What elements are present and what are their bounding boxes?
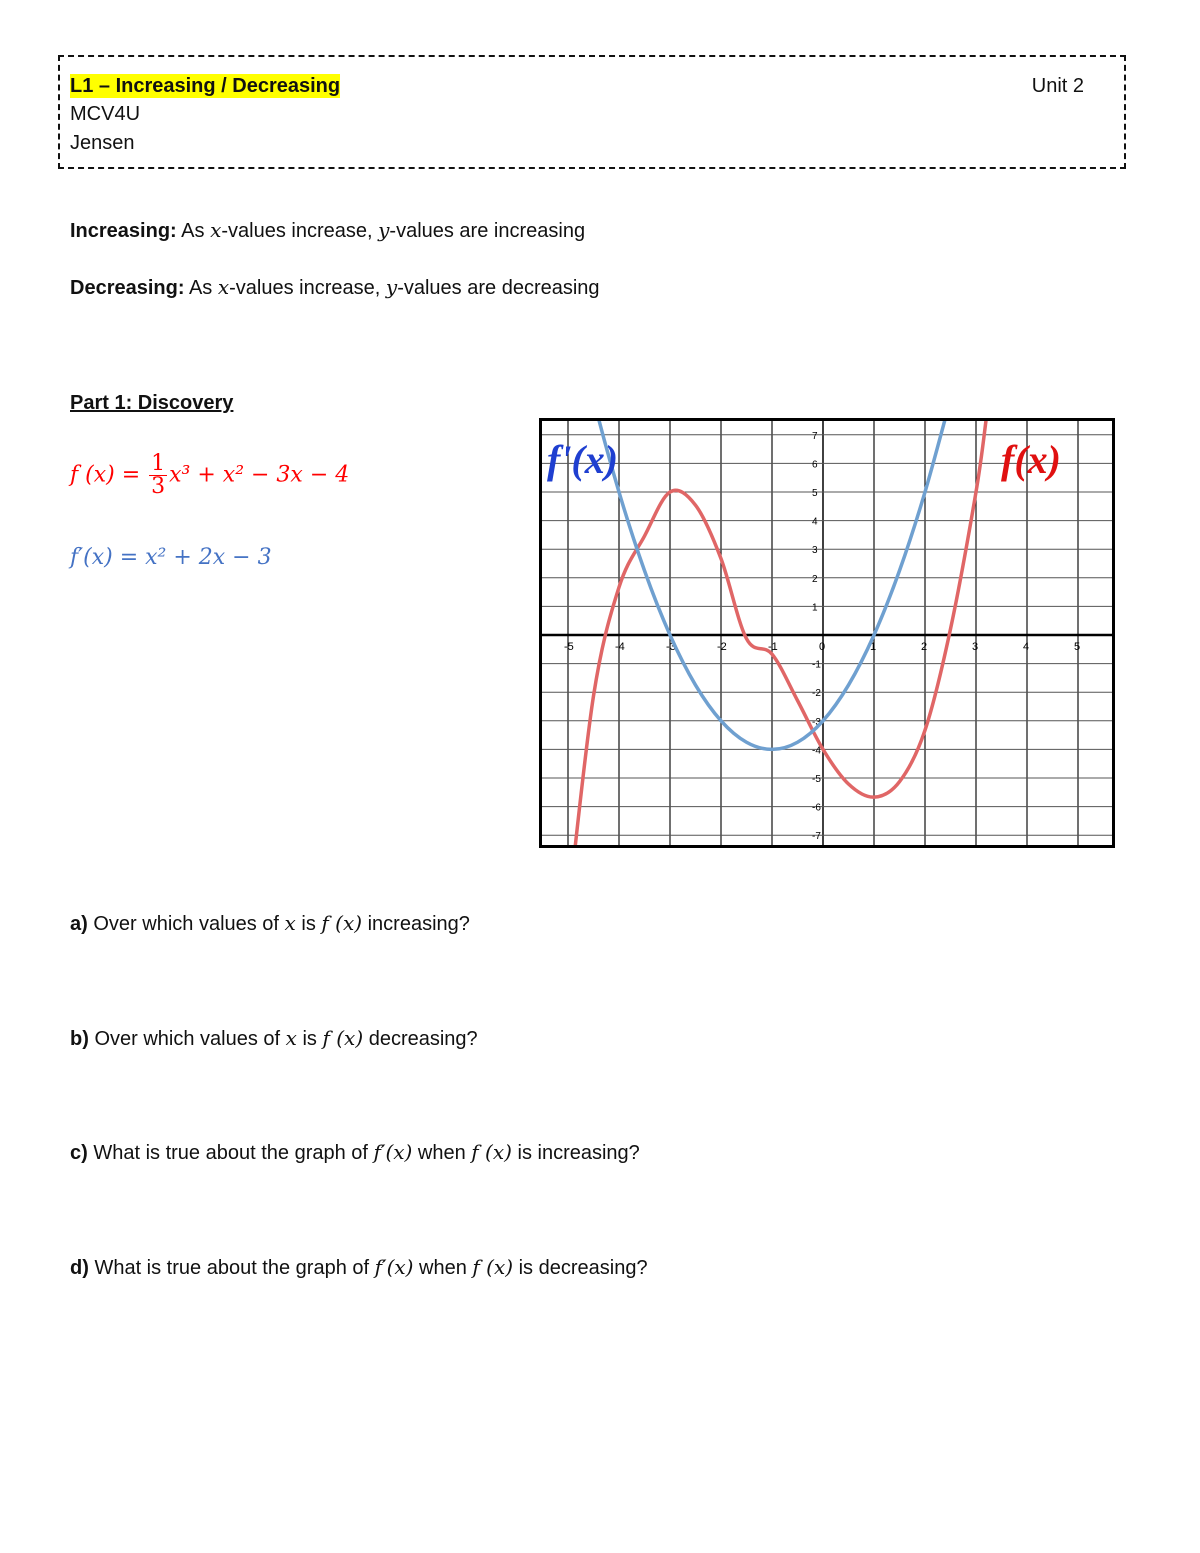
function-equation: f (x) = $\frac{1}{3}$ x³ + x² − 3x − 4 xyxy=(70,451,350,499)
definition-term: Decreasing: xyxy=(70,277,185,299)
x-tick-label: 3 xyxy=(972,641,979,653)
x-tick-label: -3 xyxy=(666,641,676,653)
x-tick-label: 2 xyxy=(921,641,928,653)
y-tick-label: 3 xyxy=(812,545,818,557)
question-letter: a) xyxy=(70,913,88,935)
definition-term: Increasing: xyxy=(70,220,177,242)
x-tick-label: -2 xyxy=(717,641,727,653)
question-letter: c) xyxy=(70,1142,88,1164)
y-tick-label: 5 xyxy=(812,488,818,499)
course-code: MCV4U xyxy=(70,103,141,125)
fprime-label: f'(x) xyxy=(547,437,619,482)
x-tick-label: 4 xyxy=(1023,641,1030,653)
y-tick-label: 6 xyxy=(812,459,818,471)
definition-increasing: Increasing: As x-values increase, y-values are increasing xyxy=(70,218,586,242)
x-tick-label: -1 xyxy=(768,641,778,653)
question-c: c) What is true about the graph of f′(x) when f (x) is increasing? xyxy=(70,1140,640,1164)
f-label: f(x) xyxy=(1001,437,1061,482)
question-b: b) Over which values of x is f (x) decreasing? xyxy=(70,1026,478,1050)
y-tick-label: -5 xyxy=(812,774,821,785)
y-tick-label: -7 xyxy=(812,831,821,843)
teacher-name: Jensen xyxy=(70,132,135,154)
y-tick-label: 2 xyxy=(812,573,818,585)
y-tick-label: -4 xyxy=(812,745,821,757)
unit-label: Unit 2 xyxy=(1031,75,1084,97)
y-tick-label: -1 xyxy=(812,659,821,671)
x-tick-label: -4 xyxy=(615,641,625,653)
x-tick-label: 0 xyxy=(819,641,826,653)
y-tick-label: -3 xyxy=(812,716,821,728)
graph-svg xyxy=(539,418,1115,848)
question-a: a) Over which values of x is f (x) increasing? xyxy=(70,911,470,935)
question-d: d) What is true about the graph of f′(x) when f (x) is decreasing? xyxy=(70,1255,648,1279)
definition-decreasing: Decreasing: As x-values increase, y-values are decreasing xyxy=(70,275,600,299)
y-tick-label: -2 xyxy=(812,688,821,700)
y-tick-label: 1 xyxy=(812,602,818,614)
x-tick-label: -5 xyxy=(564,641,574,653)
x-tick-label: 5 xyxy=(1074,641,1081,653)
fraction: $\frac{1}{3}$ xyxy=(151,451,166,499)
question-letter: d) xyxy=(70,1257,89,1279)
lesson-title: L1 – Increasing / Decreasing xyxy=(70,75,341,97)
header-box xyxy=(58,55,1126,169)
derivative-equation: f′(x) = x² + 2x − 3 xyxy=(70,545,272,570)
y-tick-label: 7 xyxy=(812,430,818,442)
function-graph xyxy=(539,418,1115,848)
question-letter: b) xyxy=(70,1028,89,1050)
y-tick-label: 4 xyxy=(812,516,818,528)
y-tick-label: -6 xyxy=(812,802,821,814)
x-tick-label: 1 xyxy=(870,641,877,653)
section-title: Part 1: Discovery xyxy=(70,392,234,414)
